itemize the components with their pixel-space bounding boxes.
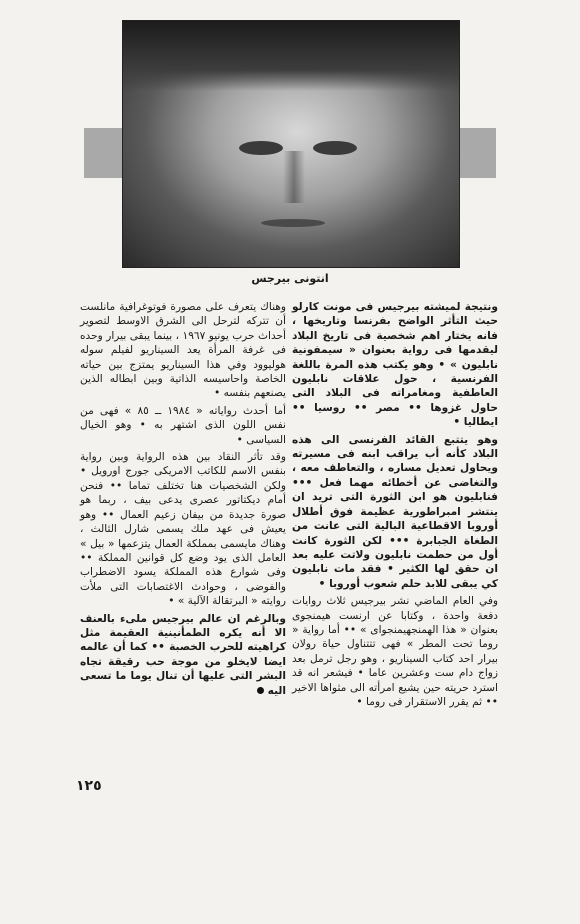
photo-hair [123, 21, 459, 91]
photo-left-eye [239, 141, 283, 155]
paragraph: وهناك يتعرف على مصورة فوتوغرافية مانلست أن تتركه لترحل الى الشرق الاوسط لتصوير أحداث حرب يونيو ١٩٦٧ ، بينما يبقى بيرار وحده فى غرفة المرأة يعد السيناريو لفيلم سوله هوليوود وفي هذا السيناريو يمتزج بين حياته الخاصة واحاسيسه الذاتية وبين ابطاله الذين يصنعهم بنفسه • [80, 301, 286, 400]
portrait-photo [122, 20, 460, 268]
paragraph: وفي العام الماضي نشر بيرجيس ثلاث روايات دفعة واحدة ، وكتابا عن ارنست هيمنجوى بعنوان « هذا الهمنجهيمنجواى » •• أما رواية « روما تحت المطر » فهى تتتناول حياة رولان بيرار احد كتاب السيناريو ، وهو رجل ترمل بعد زواج دام ست وعشرين عاما • فيشعر انه قد استرد حريته حين يشيع امرأته الى مثواها الاخير •• ثم يقرر الاستقرار فى روما • [292, 595, 498, 708]
article-column-right [292, 300, 498, 712]
paragraph [80, 612, 286, 698]
photo-caption: انتونى بيرجس [251, 272, 329, 285]
paragraph: وهو يتتبع القائد الفرنسى الى هذه البلاد كأنه أب يراقب ابنه فى مسيرته ويحاول تعديل مساره ، والتعاطف معه ، والتغاضى عن أخطائه مهما فعل ••• فنابليون هو ابن الثورة التى تريد ان ينتشر امبراطورية عظيمة فوق أطلال أوروبا الاقطاعية البالية التى عانت من الطغاة الجبابرة ••• لكن الثورة كانت أول من حطمت نابليون ولاتت عليه بعد ان حقق لها الكثير • فقد مات نابليون كي يبقى للابد حلم شعوب أوروبا • [292, 433, 498, 590]
paragraph: أما أحدث رواياته « ١٩٨٤ ــ ٨٥ » فهى من نفس اللون الذى اشتهر به • وهو الخيال السياسى • [80, 404, 286, 446]
photo-nose [283, 151, 305, 203]
article-column-left [80, 300, 286, 701]
page-number: ١٢٥ [76, 778, 102, 794]
paragraph: ونتيجة لميشته بيرجيس فى مونت كارلو حيث التأثر الواضح بفرنسا وتاريخها ، فانه يختار اهم شخصية فى تاريخ البلاد ليقدمها فى رواية بعنوان « سيمفونية نابليون » • وهو يكتب هذه المرة باللغة الفرنسية ، حول علاقات نابليون العاطفية ومغامراته فى البلاد التى حاول غزوها •• مصر •• روسيا •• ايطاليا • [292, 301, 498, 429]
paragraph: وقد تأثر النقاد بين هذه الرواية وبين رواية بنفس الاسم للكاتب الامريكى جورج اورويل • ولكن الشخصيات هنا تختلف تماما •• فنحن أمام ديكتاتور عصرى يدعى بيف ، ربما هو صورة جديدة من بيفان زعيم العمال •• وهو يعيش فى عهد ملك يسمى شارل الثالث ، وهناك مايسمى بمملكة العمال يتزعمها « بيل » العامل الذى يود وضع كل قوانين المملكة •• وفى شوارع هذه المملكة يسود الاضطراب والفوضى ، وحوادث الاغتصابات التى ملأت روايته « البرتقالة الآلية » • [80, 451, 286, 608]
photo-mouth [261, 219, 325, 227]
paragraph-text: وبالرغم ان عالم بيرجيس ملىء بالعنف الا أنه يكره الطمأنينية العقيمة مثل كراهيته للحرب الخصبة •• كما أن عالمه ايضا لايخلو من موجة حب رقيقة تجاه البشر التى عليها أن تنال يوما ما تسعى اليه [80, 612, 286, 697]
photo-right-eye [313, 141, 357, 155]
end-bullet-icon [257, 687, 264, 694]
